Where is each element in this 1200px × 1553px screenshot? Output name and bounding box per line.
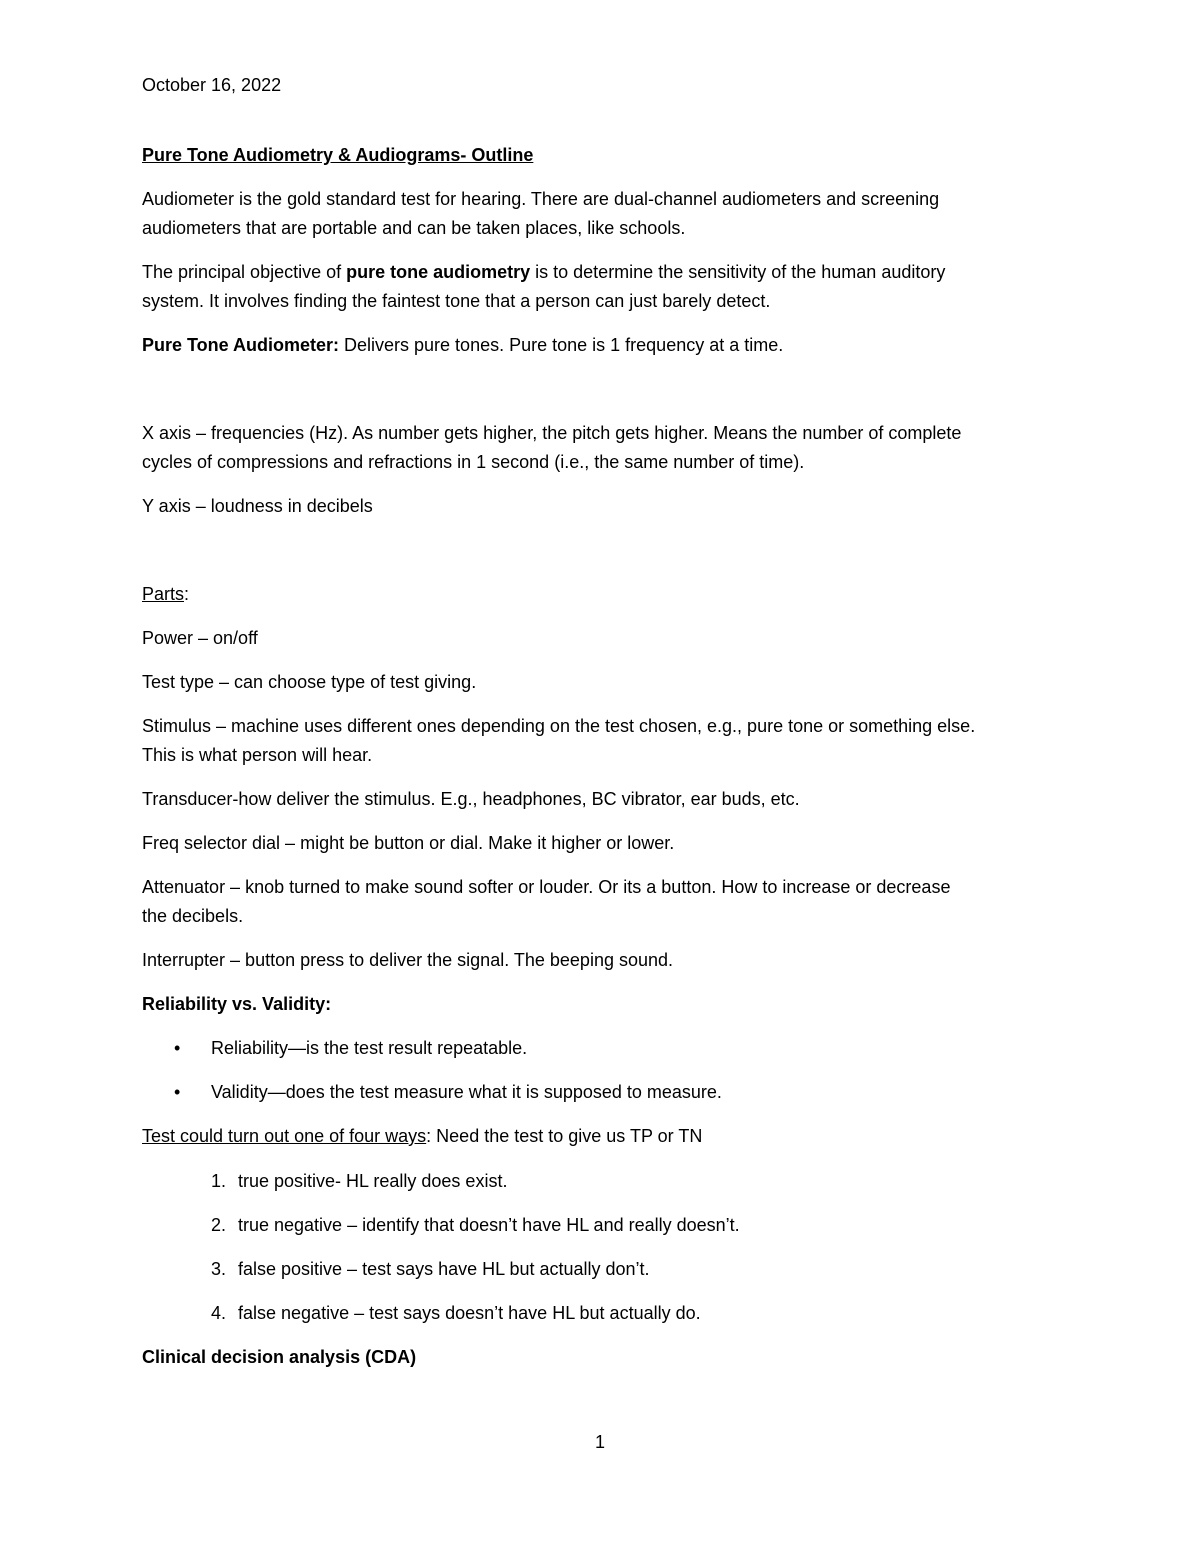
intro-paragraph-1-line-1: Audiometer is the gold standard test for hearing. There are dual-channel audiometers and screening [142, 189, 940, 209]
outcomes-heading [142, 1122, 702, 1151]
list-item-text: true negative – identify that doesn’t have HL and really doesn’t. [238, 1215, 740, 1235]
part-attenuator-line-1: Attenuator – knob turned to make sound softer or louder. Or its a button. How to increase or decrease [142, 877, 951, 897]
list-number: 1. [211, 1171, 227, 1191]
part-stimulus-line-2: This is what person will hear. [142, 745, 373, 765]
bullet-text: Validity—does the test measure what it is supposed to measure. [211, 1082, 722, 1102]
bullet-icon: • [174, 1038, 181, 1058]
parts-heading [142, 580, 189, 609]
part-power: Power – on/off [142, 628, 258, 648]
intro-paragraph-1-line-2: audiometers that are portable and can be taken places, like schools. [142, 218, 686, 238]
document-date: October 16, 2022 [142, 75, 282, 95]
document-title: Pure Tone Audiometry & Audiograms- Outline [142, 145, 534, 165]
list-item-text: true positive- HL really does exist. [238, 1171, 508, 1191]
parts-heading-text: Parts [142, 584, 185, 604]
bullet-text: Reliability—is the test result repeatable. [211, 1038, 528, 1058]
intro-paragraph-3 [142, 331, 783, 360]
intro-paragraph-2-line-2: system. It involves finding the faintest tone that a person can just barely detect. [142, 291, 771, 311]
outcomes-heading-underlined: Test could turn out one of four ways [142, 1126, 427, 1146]
parts-heading-colon: : [184, 584, 190, 604]
intro-p2-pre: The principal objective of [142, 262, 347, 282]
part-freq-selector: Freq selector dial – might be button or dial. Make it higher or lower. [142, 833, 675, 853]
list-number: 4. [211, 1303, 227, 1323]
list-number: 3. [211, 1259, 227, 1279]
part-interrupter: Interrupter – button press to deliver the signal. The beeping sound. [142, 950, 674, 970]
intro-p2-post: is to determine the sensitivity of the human auditory [530, 262, 946, 282]
x-axis-line-1: X axis – frequencies (Hz). As number gets higher, the pitch gets higher. Means the number of complete [142, 423, 962, 443]
part-test-type: Test type – can choose type of test giving. [142, 672, 477, 692]
bullet-icon: • [174, 1082, 181, 1102]
page-number: 1 [594, 1432, 605, 1452]
part-attenuator-line-2: the decibels. [142, 906, 244, 926]
reliability-heading: Reliability vs. Validity: [142, 994, 332, 1014]
list-item-text: false negative – test says doesn’t have HL but actually do. [238, 1303, 701, 1323]
pure-tone-audiometer-term: Pure Tone Audiometer: [142, 335, 340, 355]
pure-tone-audiometer-definition: Delivers pure tones. Pure tone is 1 frequency at a time. [339, 335, 784, 355]
cda-heading: Clinical decision analysis (CDA) [142, 1347, 417, 1367]
intro-p2-bold-term: pure tone audiometry [346, 262, 531, 282]
x-axis-line-2: cycles of compressions and refractions in 1 second (i.e., the same number of time). [142, 452, 805, 472]
list-number: 2. [211, 1215, 227, 1235]
y-axis-line: Y axis – loudness in decibels [142, 496, 373, 516]
list-item-text: false positive – test says have HL but actually don’t. [238, 1259, 650, 1279]
intro-paragraph-2-line-1 [142, 258, 945, 287]
outcomes-heading-rest: : Need the test to give us TP or TN [426, 1126, 703, 1146]
part-stimulus-line-1: Stimulus – machine uses different ones depending on the test chosen, e.g., pure tone or something else. [142, 716, 976, 736]
part-transducer: Transducer-how deliver the stimulus. E.g., headphones, BC vibrator, ear buds, etc. [142, 789, 800, 809]
